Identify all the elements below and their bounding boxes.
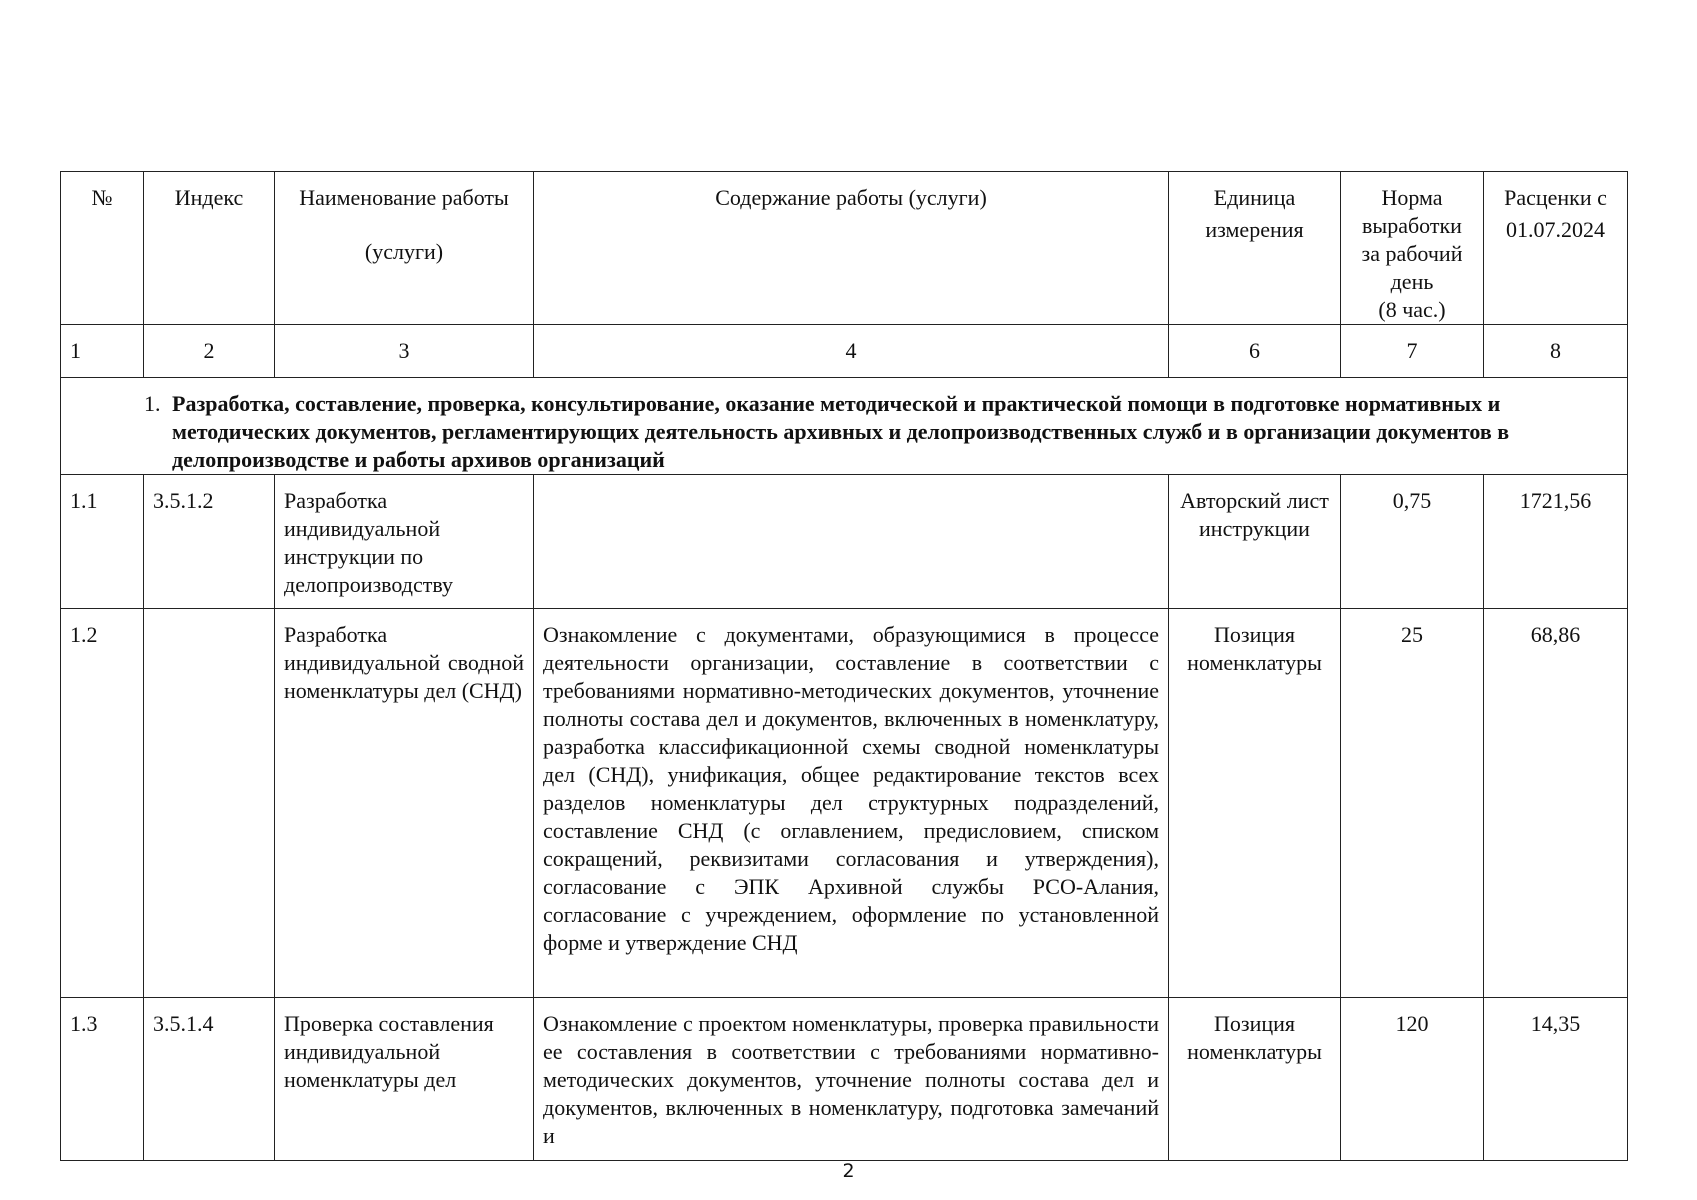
header-price-line1: Расценки с [1504,185,1607,210]
header-norm-line: выработки [1362,213,1462,238]
row-unit: Авторский лист инструкции [1169,475,1341,609]
header-name-line2: (услуги) [364,239,444,264]
row-content [534,998,1169,1161]
column-number: 1 [61,325,144,378]
row-norm: 120 [1341,998,1484,1161]
row-price: 14,35 [1484,998,1628,1161]
header-row [61,172,1628,325]
row-name: Проверка составления индивидуальной номенклатуры дел [275,998,534,1161]
header-unit-line2: измерения [1205,217,1304,242]
section-number: 1. [144,391,161,416]
column-number-row [61,325,1628,378]
header-name-line1: Наименование работы [299,185,509,210]
row-num: 1.2 [61,609,144,998]
table-row [61,998,1628,1161]
header-name [275,172,534,325]
header-norm-line: (8 час.) [1378,297,1446,322]
column-number: 8 [1484,325,1628,378]
column-number: 7 [1341,325,1484,378]
header-content: Содержание работы (услуги) [534,172,1169,325]
header-norm-line: за рабочий [1361,241,1463,266]
row-index: 3.5.1.4 [144,998,275,1161]
header-unit-line1: Единица [1213,185,1296,210]
row-name: Разработка индивидуальной инструкции по делопроизводству [275,475,534,609]
row-price: 1721,56 [1484,475,1628,609]
row-index [144,609,275,998]
row-content: Ознакомление с документами, образующимися в процессе деятельности организации, составление в соответствии с требованиями нормативно-методических документов, уточнение полноты состава дел и документов, включенных в номенклатуру, разработка классификационной схемы сводной номенклатуры дел (СНД), унификация, общее редактирование текстов всех разделов номенклатуры дел структурных подразделений, составление СНД (с оглавлением, предисловием, списком сокращений, реквизитами согласования и утверждения), согласование с ЭПК Архивной службы РСО-Алания, согласование с учреждением, оформление по установленной форме и утверждение СНД [534,609,1169,998]
column-number: 3 [275,325,534,378]
section-title: Разработка, составление, проверка, консультирование, оказание методической и практической помощи в подготовке нормативных и методических документов, регламентирующих деятельность архивных и делопроизводственных служб и в организации документов в делопроизводстве и работы архивов организаций [172,391,1510,472]
column-number: 4 [534,325,1169,378]
row-norm: 25 [1341,609,1484,998]
header-norm-line: день [1390,269,1434,294]
table-row [61,475,1628,609]
section-cell [61,378,1628,475]
row-num: 1.1 [61,475,144,609]
table-row [61,609,1628,998]
column-number: 2 [144,325,275,378]
header-norm [1341,172,1484,325]
row-price: 68,86 [1484,609,1628,998]
row-index: 3.5.1.2 [144,475,275,609]
header-unit [1169,172,1341,325]
price-table [60,171,1628,1161]
row-content-text: Ознакомление с проектом номенклатуры, проверка правильности ее составления в соответствии с требованиями нормативно-методических документов, уточнение полноты состава дел и документов, включенных в номенклатуру, подготовка замечаний и [543,1011,1159,1148]
header-index: Индекс [144,172,275,325]
page-number: 2 [842,1160,855,1182]
header-norm-line: Норма [1381,185,1443,210]
row-num: 1.3 [61,998,144,1161]
row-unit: Позиция номенклатуры [1169,998,1341,1161]
row-unit: Позиция номенклатуры [1169,609,1341,998]
column-number: 6 [1169,325,1341,378]
row-norm: 0,75 [1341,475,1484,609]
header-price [1484,172,1628,325]
section-row [61,378,1628,475]
row-content [534,475,1169,609]
header-price-line2: 01.07.2024 [1506,217,1605,242]
section-heading [70,390,1618,474]
row-name: Разработка индивидуальной сводной номенклатуры дел (СНД) [275,609,534,998]
header-num: № [61,172,144,325]
